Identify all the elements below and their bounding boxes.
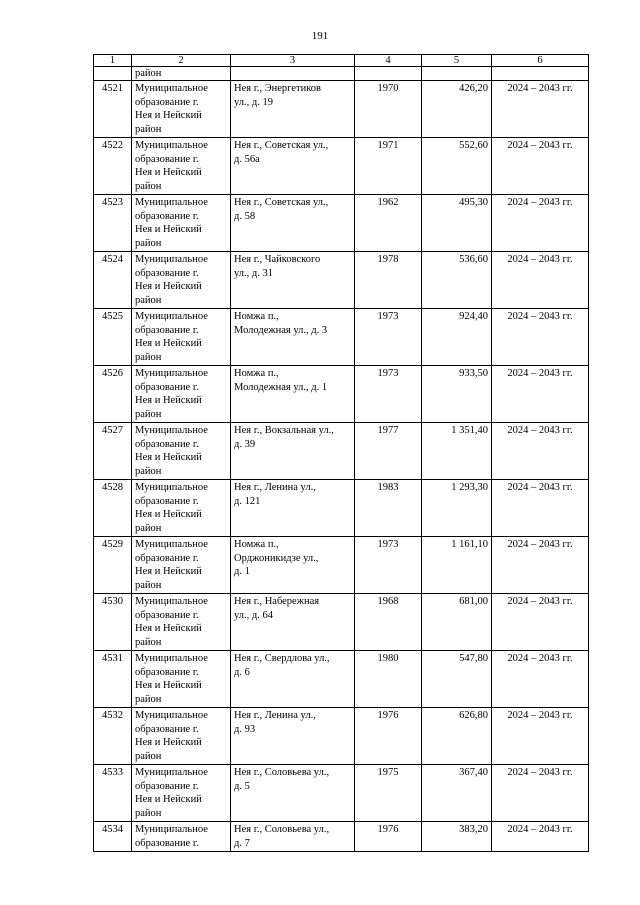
cell-repair-period: 2024 – 2043 гг.: [492, 309, 589, 366]
cell-area: 1 161,10: [422, 537, 492, 594]
cell-municipality: Муниципальное образование г. Нея и Нейский район: [132, 423, 231, 480]
cell-area: 426,20: [422, 81, 492, 138]
cell-repair-period: 2024 – 2043 гг.: [492, 423, 589, 480]
table-body: [94, 67, 589, 852]
cell-area: 1 293,30: [422, 480, 492, 537]
cell-repair-period: 2024 – 2043 гг.: [492, 366, 589, 423]
cell-address: Нея г., Чайковского ул., д. 31: [231, 252, 355, 309]
cell-address: Нея г., Соловьева ул., д. 5: [231, 765, 355, 822]
cell-area: 495,30: [422, 195, 492, 252]
page-number: 191: [311, 30, 329, 42]
column-header: 2: [132, 55, 231, 67]
cell-record-number: 4531: [94, 651, 132, 708]
cell-repair-period: 2024 – 2043 гг.: [492, 708, 589, 765]
cell-construction-year: 1970: [355, 81, 422, 138]
cell-repair-period: 2024 – 2043 гг.: [492, 252, 589, 309]
cell-address: Нея г., Ленина ул., д. 93: [231, 708, 355, 765]
cell-municipality: Муниципальное образование г. Нея и Нейский район: [132, 138, 231, 195]
cell-address: Номжа п., Орджоникидзе ул., д. 1: [231, 537, 355, 594]
cell-municipality: Муниципальное образование г. Нея и Нейский район: [132, 594, 231, 651]
cell-municipality: Муниципальное образование г. Нея и Нейский район: [132, 651, 231, 708]
table-row: [94, 252, 589, 309]
column-header: 5: [422, 55, 492, 67]
cell-area: 547,80: [422, 651, 492, 708]
cell-construction-year: 1976: [355, 708, 422, 765]
cell-record-number: 4527: [94, 423, 132, 480]
table-row: [94, 594, 589, 651]
cell-municipality: Муниципальное образование г. Нея и Нейский район: [132, 81, 231, 138]
table-row: [94, 195, 589, 252]
cell-construction-year: 1973: [355, 309, 422, 366]
cell-address: Нея г., Ленина ул., д. 121: [231, 480, 355, 537]
cell-municipality: Муниципальное образование г. Нея и Нейский район: [132, 195, 231, 252]
cell-record-number: 4523: [94, 195, 132, 252]
cell-record-number: 4525: [94, 309, 132, 366]
cell-repair-period: 2024 – 2043 гг.: [492, 480, 589, 537]
cell-construction-year: 1980: [355, 651, 422, 708]
cell-repair-period: 2024 – 2043 гг.: [492, 138, 589, 195]
cell-repair-period: 2024 – 2043 гг.: [492, 651, 589, 708]
cell-construction-year: 1971: [355, 138, 422, 195]
cell-record-number: 4524: [94, 252, 132, 309]
cell-address: Нея г., Вокзальная ул., д. 39: [231, 423, 355, 480]
column-header: 6: [492, 55, 589, 67]
table-row: [94, 765, 589, 822]
cell-municipality: Муниципальное образование г. Нея и Нейский район: [132, 537, 231, 594]
cell-area: 536,60: [422, 252, 492, 309]
cell-construction-year: 1962: [355, 195, 422, 252]
table-row: [94, 651, 589, 708]
cell-construction-year: 1978: [355, 252, 422, 309]
cell-municipality: Муниципальное образование г. Нея и Нейский район: [132, 765, 231, 822]
cell-record-number: 4534: [94, 822, 132, 852]
cell-address: Нея г., Свердлова ул., д. 6: [231, 651, 355, 708]
cell-address: Нея г., Набережная ул., д. 64: [231, 594, 355, 651]
table-row: [94, 366, 589, 423]
cell-municipality: Муниципальное образование г. Нея и Нейский район: [132, 366, 231, 423]
cell-construction-year: 1977: [355, 423, 422, 480]
column-header: 4: [355, 55, 422, 67]
cell-area: 552,60: [422, 138, 492, 195]
cell-area: 1 351,40: [422, 423, 492, 480]
cell-construction-year: 1975: [355, 765, 422, 822]
cell-municipality: Муниципальное образование г. Нея и Нейский район: [132, 252, 231, 309]
housing-registry-table: [93, 54, 589, 852]
table-row: [94, 537, 589, 594]
cell-repair-period: 2024 – 2043 гг.: [492, 822, 589, 852]
cell-area: 367,40: [422, 765, 492, 822]
continuation-row: [94, 67, 589, 81]
cell-municipality: Муниципальное образование г. Нея и Нейский район: [132, 480, 231, 537]
cell-construction-year: 1983: [355, 480, 422, 537]
cell-empty: [94, 67, 132, 81]
cell-record-number: 4529: [94, 537, 132, 594]
cell-municipality: Муниципальное образование г.: [132, 822, 231, 852]
cell-construction-year: 1968: [355, 594, 422, 651]
cell-municipality: Муниципальное образование г. Нея и Нейский район: [132, 309, 231, 366]
cell-repair-period: 2024 – 2043 гг.: [492, 594, 589, 651]
table-row: [94, 822, 589, 852]
cell-repair-period: 2024 – 2043 гг.: [492, 195, 589, 252]
cell-area: 924,40: [422, 309, 492, 366]
table-row: [94, 309, 589, 366]
table-row: [94, 480, 589, 537]
cell-record-number: 4521: [94, 81, 132, 138]
cell-address: Номжа п., Молодежная ул., д. 1: [231, 366, 355, 423]
table-row: [94, 423, 589, 480]
cell-repair-period: 2024 – 2043 гг.: [492, 765, 589, 822]
column-number-row: [94, 55, 589, 67]
cell-address: Нея г., Советская ул., д. 56а: [231, 138, 355, 195]
cell-municipality: Муниципальное образование г. Нея и Нейский район: [132, 708, 231, 765]
cell-area: 933,50: [422, 366, 492, 423]
cell-construction-year: 1973: [355, 537, 422, 594]
cell-record-number: 4522: [94, 138, 132, 195]
cell-municipality-continuation: район: [132, 67, 231, 81]
cell-address: Номжа п., Молодежная ул., д. 3: [231, 309, 355, 366]
cell-empty: [355, 67, 422, 81]
cell-construction-year: 1976: [355, 822, 422, 852]
table-row: [94, 81, 589, 138]
cell-repair-period: 2024 – 2043 гг.: [492, 81, 589, 138]
cell-record-number: 4532: [94, 708, 132, 765]
cell-area: 626,80: [422, 708, 492, 765]
cell-area: 681,00: [422, 594, 492, 651]
cell-repair-period: 2024 – 2043 гг.: [492, 537, 589, 594]
cell-empty: [422, 67, 492, 81]
cell-address: Нея г., Советская ул., д. 58: [231, 195, 355, 252]
table-row: [94, 138, 589, 195]
cell-record-number: 4530: [94, 594, 132, 651]
cell-address: Нея г., Соловьева ул., д. 7: [231, 822, 355, 852]
cell-address: Нея г., Энергетиков ул., д. 19: [231, 81, 355, 138]
cell-record-number: 4528: [94, 480, 132, 537]
cell-record-number: 4526: [94, 366, 132, 423]
cell-empty: [492, 67, 589, 81]
cell-empty: [231, 67, 355, 81]
table-row: [94, 708, 589, 765]
cell-construction-year: 1973: [355, 366, 422, 423]
cell-record-number: 4533: [94, 765, 132, 822]
column-header: 3: [231, 55, 355, 67]
column-header: 1: [94, 55, 132, 67]
cell-area: 383,20: [422, 822, 492, 852]
